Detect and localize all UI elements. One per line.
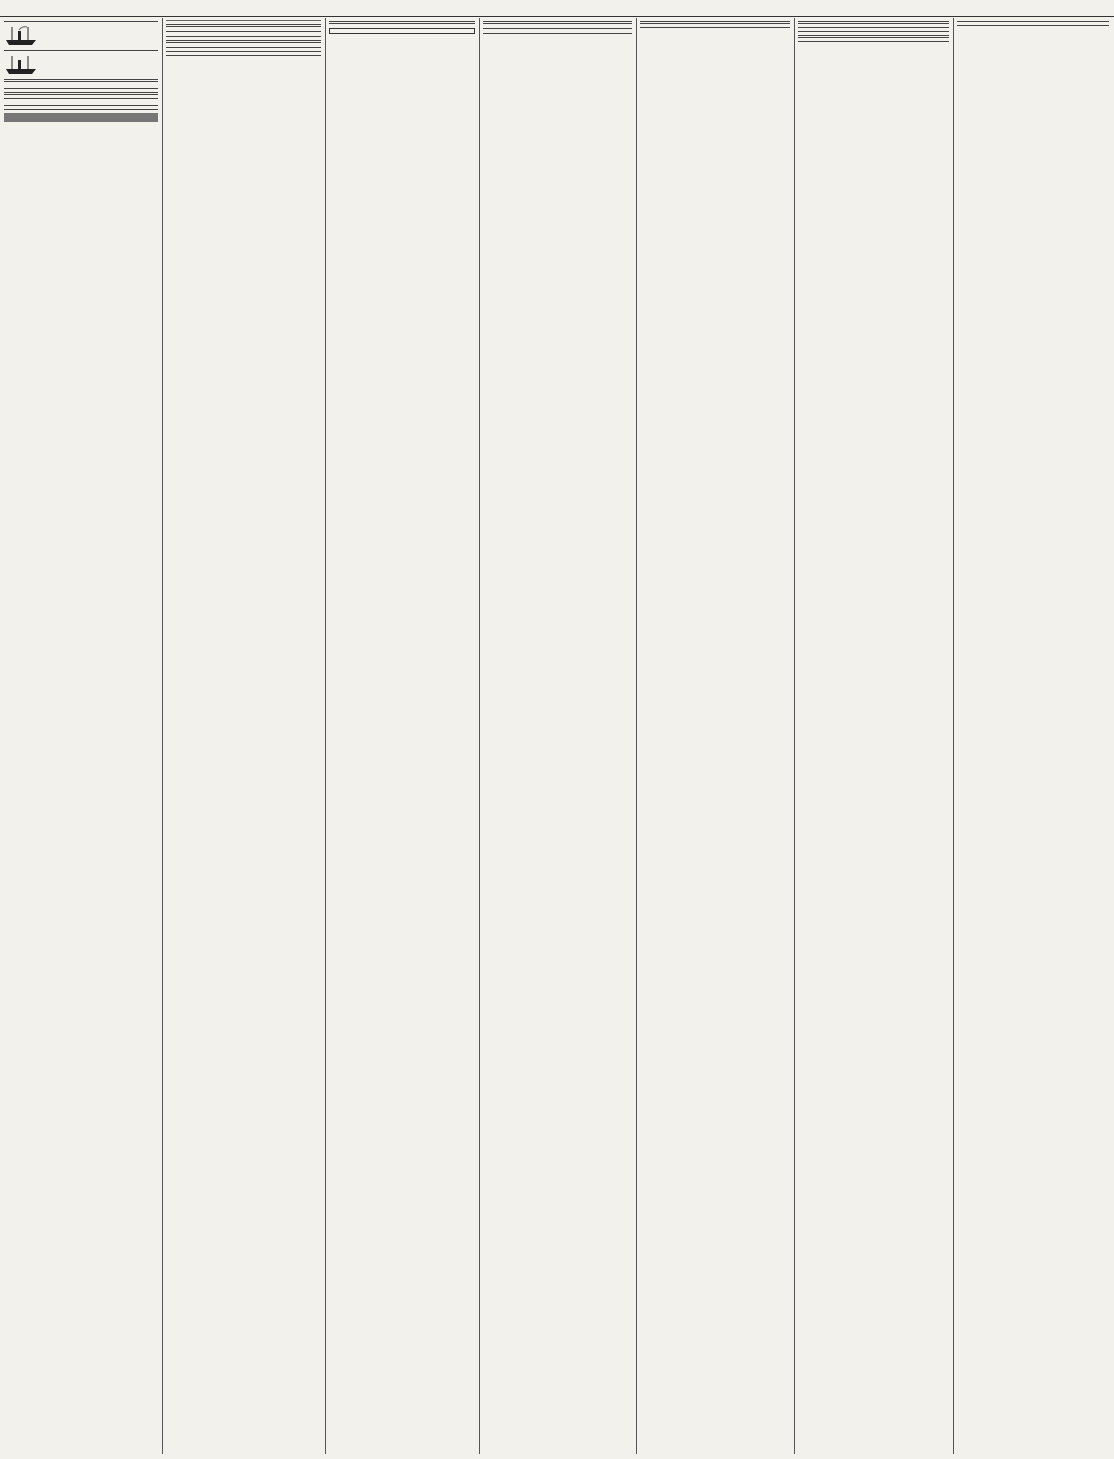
column-rule [162,18,163,1454]
column-4 [483,18,632,1454]
steamship-icon [4,25,38,47]
investors-row [167,21,322,22]
column-3 [329,18,475,1454]
investors-company [167,21,222,22]
steamship-icon [4,54,38,76]
star-telegrams-heading [329,28,475,34]
column-rule [325,18,326,1454]
column-rule [636,18,637,1454]
column-7 [957,18,1109,1454]
column-rule [953,18,954,1454]
tide-cell [127,121,158,122]
investors-shares [221,21,321,22]
masthead [166,47,321,56]
investors-table [166,20,321,21]
tide-table [4,113,158,122]
column-6 [798,18,949,1454]
column-2 [166,18,321,1454]
tide-cell [96,121,127,122]
column-rule [794,18,795,1454]
column-5 [640,18,790,1454]
tide-cell [35,121,66,122]
tide-row [5,121,158,122]
page-header [0,0,1114,17]
tide-cell [66,121,97,122]
column-1 [4,18,158,1454]
tide-cell [5,121,36,122]
column-rule [479,18,480,1454]
